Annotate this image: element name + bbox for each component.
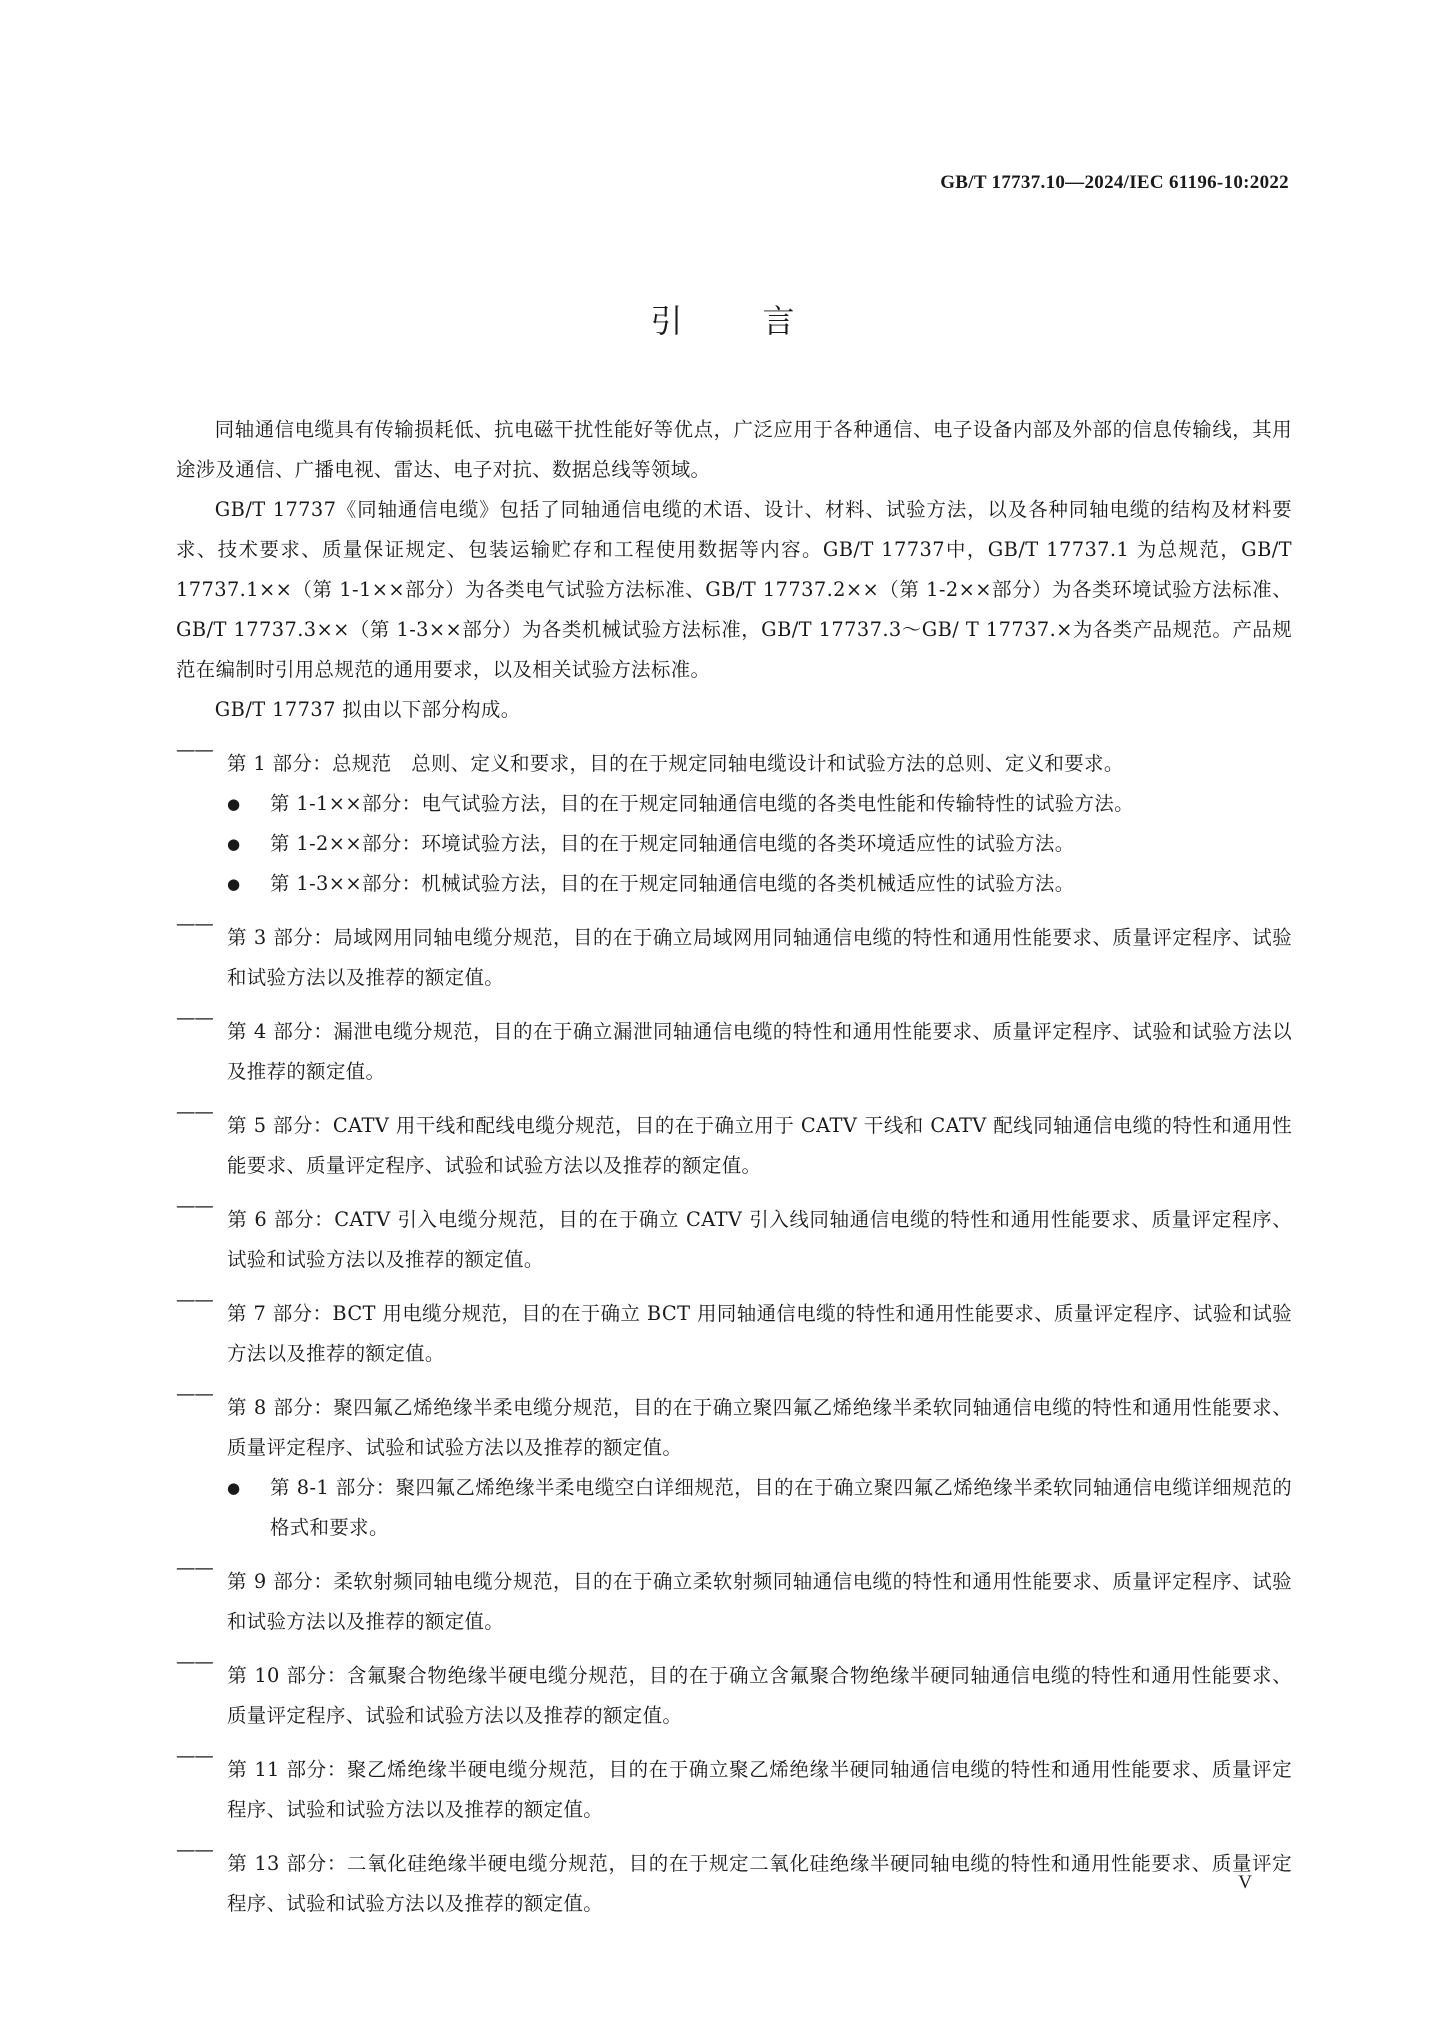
part-item-7 — [176, 1280, 1292, 1374]
dash-marker: —— — [176, 738, 213, 761]
dash-marker: —— — [176, 1744, 213, 1767]
subpart-item-1-3 — [176, 864, 1292, 904]
part-item-text: 第 10 部分：含氟聚合物绝缘半硬电缆分规范，目的在于确立含氟聚合物绝缘半硬同轴通信电缆的特性和通用性能要求、质量评定程序、试验和试验方法以及推荐的额定值。 — [227, 1664, 1292, 1727]
intro-paragraph-3: GB/T 17737 拟由以下部分构成。 — [214, 698, 521, 721]
bullet-icon: ● — [227, 795, 241, 813]
part-item-text: 第 7 部分：BCT 用电缆分规范，目的在于确立 BCT 用同轴通信电缆的特性和通用性能要求、质量评定程序、试验和试验方法以及推荐的额定值。 — [227, 1302, 1292, 1365]
subpart-item-text: 第 8-1 部分：聚四氟乙烯绝缘半柔电缆空白详细规范，目的在于确立聚四氟乙烯绝缘半柔软同轴通信电缆详细规范的格式和要求。 — [270, 1476, 1292, 1539]
bullet-icon: ● — [227, 835, 241, 853]
part-item-4 — [176, 998, 1292, 1092]
subpart-item-text: 第 1-2××部分：环境试验方法，目的在于规定同轴通信电缆的各类环境适应性的试验方法。 — [270, 832, 1075, 855]
dash-marker: —— — [176, 1194, 213, 1217]
part-item-text: 第 9 部分：柔软射频同轴电缆分规范，目的在于确立柔软射频同轴通信电缆的特性和通用性能要求、质量评定程序、试验和试验方法以及推荐的额定值。 — [227, 1570, 1292, 1633]
subpart-item-1-1 — [176, 784, 1292, 824]
dash-marker: —— — [176, 912, 213, 935]
part-item-text: 第 5 部分：CATV 用干线和配线电缆分规范，目的在于确立用于 CATV 干线和 CATV 配线同轴通信电缆的特性和通用性能要求、质量评定程序、试验和试验方法以及推荐的额定值。 — [227, 1114, 1292, 1177]
intro-paragraph-2: GB/T 17737《同轴通信电缆》包括了同轴通信电缆的术语、设计、材料、试验方法，以及各种同轴电缆的结构及材料要求、技术要求、质量保证规定、包装运输贮存和工程使用数据等内容。GB/T 17737中，GB/T 17737.1 为总规范，GB/T 17737.1××（第 1-1××部分）为各类电气试验方法标准、GB/T 17737.2××（第 1-2××部分）为各类环境试验方法标准、GB/T 17737.3××（第 1-3××部分）为各类机械试验方法标准，GB/T 17737.3～GB/ T 17737.×为各类产品规范。产品规范在编制时引用总规范的通用要求，以及相关试验方法标准。 — [176, 498, 1292, 681]
part-item-8 — [176, 1374, 1292, 1468]
intro-paragraph-1: 同轴通信电缆具有传输损耗低、抗电磁干扰性能好等优点，广泛应用于各种通信、电子设备内部及外部的信息传输线，其用途涉及通信、广播电视、雷达、电子对抗、数据总线等领域。 — [176, 418, 1292, 481]
page-number: V — [1238, 1872, 1252, 1893]
introduction-body — [176, 410, 1292, 1924]
part-item-3 — [176, 904, 1292, 998]
part-item-text: 第 6 部分：CATV 引入电缆分规范，目的在于确立 CATV 引入线同轴通信电缆的特性和通用性能要求、质量评定程序、试验和试验方法以及推荐的额定值。 — [227, 1208, 1292, 1271]
dash-marker: —— — [176, 1006, 213, 1029]
part-item-text: 第 11 部分：聚乙烯绝缘半硬电缆分规范，目的在于确立聚乙烯绝缘半硬同轴通信电缆的特性和通用性能要求、质量评定程序、试验和试验方法以及推荐的额定值。 — [227, 1758, 1292, 1821]
part-item-text: 第 4 部分：漏泄电缆分规范，目的在于确立漏泄同轴通信电缆的特性和通用性能要求、质量评定程序、试验和试验方法以及推荐的额定值。 — [227, 1020, 1292, 1083]
part-item-text: 第 8 部分：聚四氟乙烯绝缘半柔电缆分规范，目的在于确立聚四氟乙烯绝缘半柔软同轴通信电缆的特性和通用性能要求、质量评定程序、试验和试验方法以及推荐的额定值。 — [227, 1396, 1292, 1459]
dash-marker: —— — [176, 1288, 213, 1311]
bullet-icon: ● — [227, 1479, 241, 1497]
part-item-10 — [176, 1642, 1292, 1736]
dash-marker: —— — [176, 1650, 213, 1673]
subpart-item-1-2 — [176, 824, 1292, 864]
subpart-item-8-1 — [176, 1468, 1292, 1548]
part-item-13 — [176, 1830, 1292, 1924]
dash-marker: —— — [176, 1556, 213, 1579]
part-item-text: 第 1 部分：总规范 总则、定义和要求，目的在于规定同轴电缆设计和试验方法的总则、定义和要求。 — [227, 752, 1124, 775]
dash-marker: —— — [176, 1100, 213, 1123]
subpart-item-text: 第 1-3××部分：机械试验方法，目的在于规定同轴通信电缆的各类机械适应性的试验方法。 — [270, 872, 1075, 895]
part-item-text: 第 13 部分：二氧化硅绝缘半硬电缆分规范，目的在于规定二氧化硅绝缘半硬同轴电缆的特性和通用性能要求、质量评定程序、试验和试验方法以及推荐的额定值。 — [227, 1852, 1292, 1915]
part-item-5 — [176, 1092, 1292, 1186]
part-item-text: 第 3 部分：局域网用同轴电缆分规范，目的在于确立局域网用同轴通信电缆的特性和通用性能要求、质量评定程序、试验和试验方法以及推荐的额定值。 — [227, 926, 1292, 989]
part-item-11 — [176, 1736, 1292, 1830]
part-item-6 — [176, 1186, 1292, 1280]
standard-number-header: GB/T 17737.10—2024/IEC 61196-10:2022 — [940, 172, 1289, 193]
dash-marker: —— — [176, 1382, 213, 1405]
dash-marker: —— — [176, 1838, 213, 1861]
part-item-1 — [176, 730, 1292, 784]
section-title: 引言 — [650, 302, 875, 340]
subpart-item-text: 第 1-1××部分：电气试验方法，目的在于规定同轴通信电缆的各类电性能和传输特性的试验方法。 — [270, 792, 1134, 815]
bullet-icon: ● — [227, 875, 241, 893]
part-item-9 — [176, 1548, 1292, 1642]
